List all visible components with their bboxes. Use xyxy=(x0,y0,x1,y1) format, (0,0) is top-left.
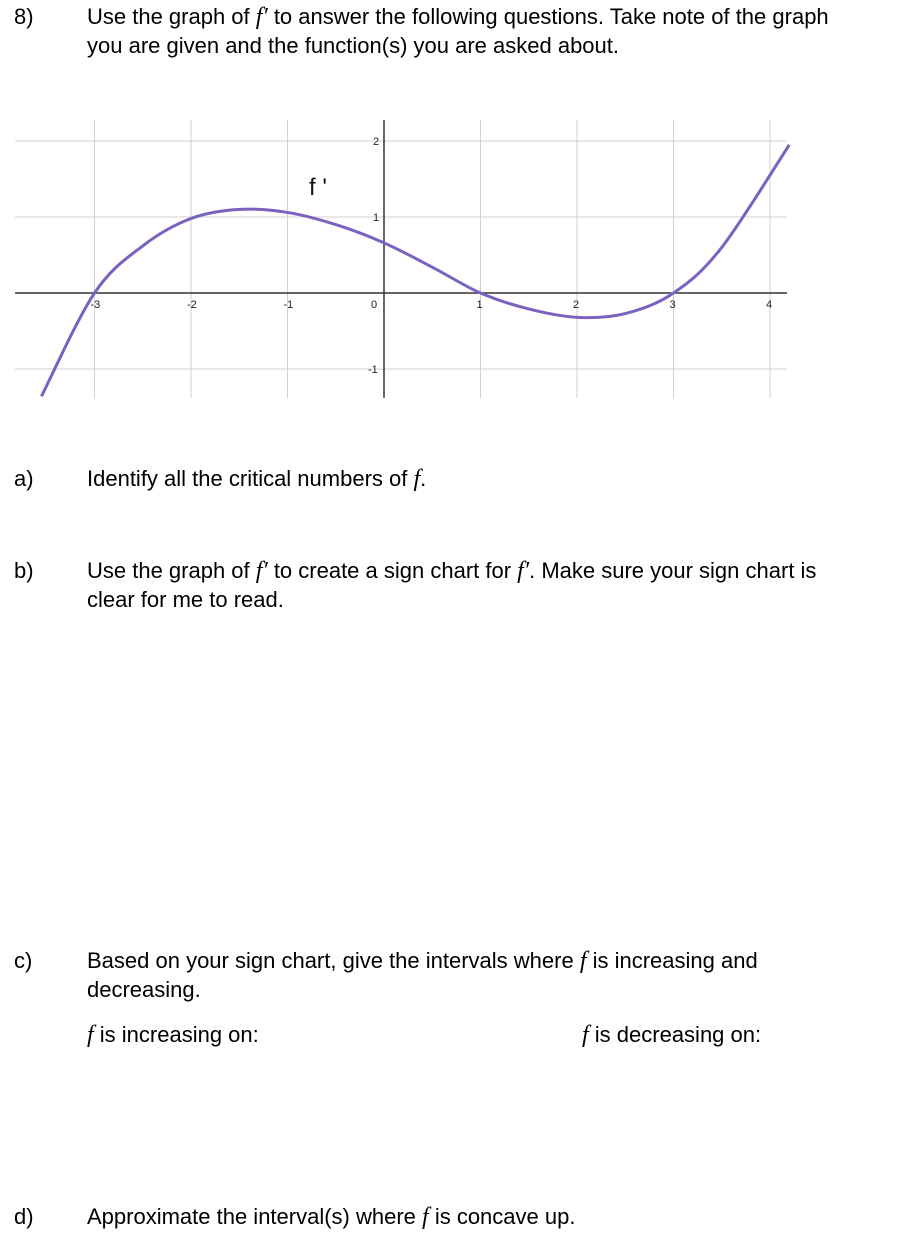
part-c-text-line-2: decreasing. xyxy=(87,977,201,1002)
x-tick-label: -1 xyxy=(283,299,294,311)
y-tick-label: 1 xyxy=(373,212,380,224)
tick-labels xyxy=(91,136,773,376)
y-tick-label: 2 xyxy=(373,136,380,148)
curve-label: f ' xyxy=(309,174,327,201)
part-d-label: d) xyxy=(14,1204,34,1229)
decreasing-on-label: f is decreasing on: xyxy=(582,1022,762,1048)
y-tick-label: -1 xyxy=(368,364,378,376)
part-c-text-line-1: Based on your sign chart, give the intervals where f is increasing and xyxy=(87,948,758,974)
part-c-label: c) xyxy=(14,948,33,973)
x-tick-label: 3 xyxy=(669,299,676,311)
question-text-line-1: Use the graph of f′ to answer the following questions. Take note of the graph xyxy=(87,4,829,30)
part-a-text: Identify all the critical numbers of f. xyxy=(87,466,427,492)
part-a-label: a) xyxy=(14,466,34,491)
question-number: 8) xyxy=(14,4,34,29)
part-b-text-line-1: Use the graph of f′ to create a sign chart for f′. Make sure your sign chart is xyxy=(87,558,817,584)
x-tick-label: -3 xyxy=(90,299,101,311)
x-tick-label: -2 xyxy=(187,299,197,311)
part-b-text-line-2: clear for me to read. xyxy=(87,587,284,612)
x-tick-label: 4 xyxy=(766,299,773,311)
x-tick-label: 2 xyxy=(573,299,580,311)
fprime-symbol: f′ xyxy=(255,4,268,30)
question-text-line-2: you are given and the function(s) you are asked about. xyxy=(87,33,620,58)
grid-lines xyxy=(15,120,787,398)
increasing-on-label: f is increasing on: xyxy=(87,1022,259,1048)
fprime-graph xyxy=(0,110,800,410)
part-d-text: Approximate the interval(s) where f is concave up. xyxy=(87,1204,576,1230)
part-b-label: b) xyxy=(14,558,34,583)
x-tick-label: 1 xyxy=(476,299,483,311)
axes xyxy=(15,120,787,398)
x-tick-label: 0 xyxy=(371,299,378,311)
fprime-curve xyxy=(41,145,789,397)
